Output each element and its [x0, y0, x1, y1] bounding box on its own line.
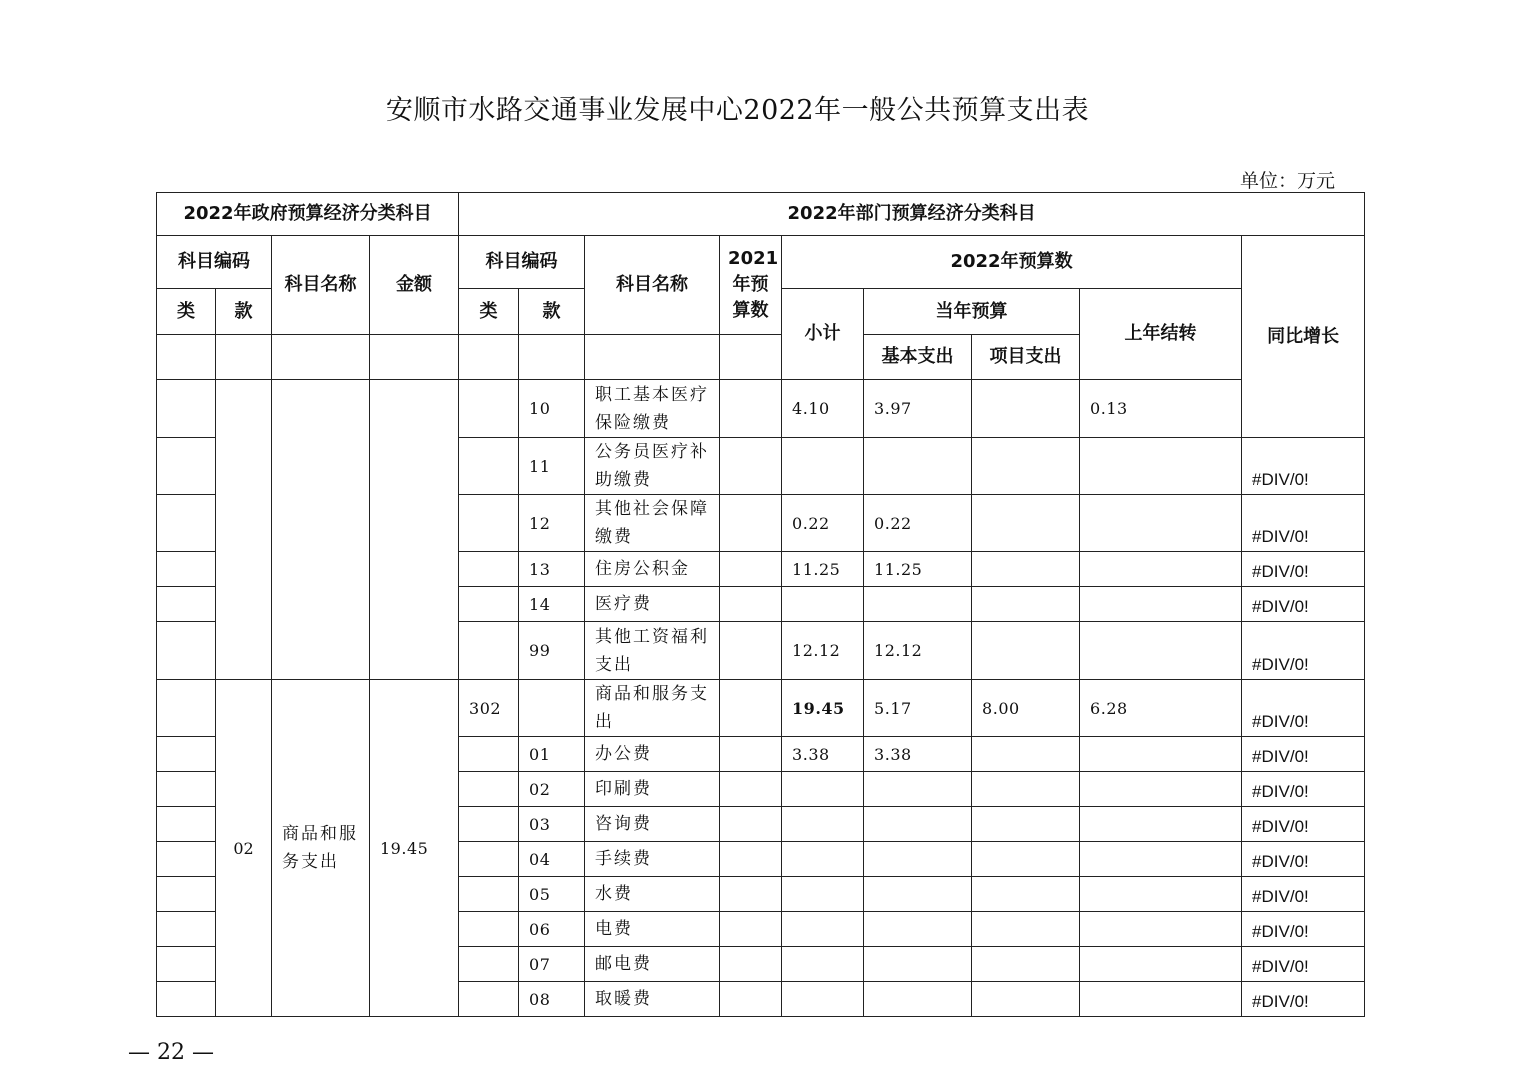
budget-2021-cell [720, 737, 782, 772]
basic-cell [864, 912, 972, 947]
dept-name-cell: 电费 [585, 912, 720, 947]
basic-cell [864, 877, 972, 912]
basic-cell [864, 842, 972, 877]
basic-cell: 3.97 [864, 380, 972, 438]
gov-lei-cell [157, 982, 216, 1017]
dept-kuan-header: 款 [519, 289, 585, 335]
carryover-cell [1080, 495, 1242, 552]
project-cell [972, 807, 1080, 842]
budget-2021-cell [720, 877, 782, 912]
budget-2021-header: 2021年预算数 [720, 236, 782, 335]
dept-lei-cell [459, 842, 519, 877]
gov-lei-cell [157, 807, 216, 842]
dept-kuan-cell: 06 [519, 912, 585, 947]
budget-2021-cell [720, 438, 782, 495]
gov-lei-cell [157, 438, 216, 495]
project-cell [972, 842, 1080, 877]
subtotal-cell [782, 807, 864, 842]
carryover-cell: 0.13 [1080, 380, 1242, 438]
dept-name-cell: 办公费 [585, 737, 720, 772]
basic-cell [864, 438, 972, 495]
project-cell: 8.00 [972, 680, 1080, 737]
yoy-cell: #DIV/0! [1242, 495, 1365, 552]
dept-lei-cell [459, 380, 519, 438]
dept-kuan-cell: 08 [519, 982, 585, 1017]
budget-2021-cell [720, 587, 782, 622]
gov-code-header: 科目编码 [157, 236, 272, 289]
yoy-cell: #DIV/0! [1242, 587, 1365, 622]
budget-2021-cell [720, 552, 782, 587]
gov-amount-cell: 19.45 [370, 680, 459, 1017]
dept-kuan-cell: 12 [519, 495, 585, 552]
dept-lei-cell [459, 982, 519, 1017]
carryover-cell [1080, 877, 1242, 912]
dept-name-cell: 其他工资福利支出 [585, 622, 720, 680]
basic-cell: 3.38 [864, 737, 972, 772]
carryover-header: 上年结转 [1080, 289, 1242, 380]
carryover-cell [1080, 552, 1242, 587]
empty-cell [216, 335, 272, 380]
budget-2021-cell [720, 495, 782, 552]
dept-group-header: 2022年部门预算经济分类科目 [459, 193, 1365, 236]
empty-cell [157, 335, 216, 380]
project-cell [972, 380, 1080, 438]
subtotal-cell [782, 947, 864, 982]
dept-lei-header: 类 [459, 289, 519, 335]
budget-2021-cell [720, 842, 782, 877]
carryover-cell [1080, 622, 1242, 680]
project-cell [972, 982, 1080, 1017]
gov-amount-cell [370, 380, 459, 680]
gov-lei-cell [157, 772, 216, 807]
gov-lei-cell [157, 912, 216, 947]
dept-lei-cell [459, 807, 519, 842]
carryover-cell: 6.28 [1080, 680, 1242, 737]
basic-cell: 5.17 [864, 680, 972, 737]
project-cell [972, 772, 1080, 807]
carryover-cell [1080, 772, 1242, 807]
subtotal-header: 小计 [782, 289, 864, 380]
dept-kuan-cell: 11 [519, 438, 585, 495]
basic-cell: 0.22 [864, 495, 972, 552]
basic-cell: 12.12 [864, 622, 972, 680]
yoy-cell: #DIV/0! [1242, 622, 1365, 680]
dept-lei-cell [459, 622, 519, 680]
budget-2021-cell [720, 680, 782, 737]
basic-cell [864, 947, 972, 982]
budget-2021-cell [720, 982, 782, 1017]
subtotal-cell [782, 912, 864, 947]
gov-lei-cell [157, 842, 216, 877]
basic-cell [864, 807, 972, 842]
basic-cell: 11.25 [864, 552, 972, 587]
carryover-cell [1080, 982, 1242, 1017]
project-cell [972, 737, 1080, 772]
empty-cell [585, 335, 720, 380]
budget-2021-cell [720, 380, 782, 438]
project-cell [972, 552, 1080, 587]
subtotal-cell: 0.22 [782, 495, 864, 552]
dept-kuan-cell: 07 [519, 947, 585, 982]
carryover-cell [1080, 842, 1242, 877]
page-title: 安顺市水路交通事业发展中心2022年一般公共预算支出表 [385, 95, 1090, 126]
empty-cell [519, 335, 585, 380]
dept-kuan-cell: 14 [519, 587, 585, 622]
carryover-cell [1080, 737, 1242, 772]
yoy-cell: #DIV/0! [1242, 438, 1365, 495]
dept-name-cell: 取暖费 [585, 982, 720, 1017]
yoy-header: 同比增长 [1242, 236, 1365, 438]
yoy-cell: #DIV/0! [1242, 807, 1365, 842]
budget-2021-cell [720, 622, 782, 680]
yoy-cell: #DIV/0! [1242, 737, 1365, 772]
dept-lei-cell: 302 [459, 680, 519, 737]
project-cell [972, 622, 1080, 680]
gov-lei-cell [157, 680, 216, 737]
dept-name-header: 科目名称 [585, 236, 720, 335]
dept-lei-cell [459, 552, 519, 587]
empty-cell [720, 335, 782, 380]
subtotal-cell [782, 842, 864, 877]
budget-2021-cell [720, 912, 782, 947]
dept-name-cell: 手续费 [585, 842, 720, 877]
current-year-header: 当年预算 [864, 289, 1080, 335]
basic-cell [864, 982, 972, 1017]
subtotal-cell: 12.12 [782, 622, 864, 680]
project-cell [972, 587, 1080, 622]
gov-name-header: 科目名称 [272, 236, 370, 335]
dept-name-cell: 其他社会保障缴费 [585, 495, 720, 552]
project-cell [972, 438, 1080, 495]
carryover-cell [1080, 587, 1242, 622]
dept-lei-cell [459, 877, 519, 912]
gov-lei-cell [157, 495, 216, 552]
yoy-cell: #DIV/0! [1242, 947, 1365, 982]
subtotal-cell: 19.45 [782, 680, 864, 737]
budget-2021-cell [720, 807, 782, 842]
dept-code-header: 科目编码 [459, 236, 585, 289]
project-cell [972, 877, 1080, 912]
dept-name-cell: 公务员医疗补助缴费 [585, 438, 720, 495]
yoy-cell: #DIV/0! [1242, 877, 1365, 912]
yoy-cell: #DIV/0! [1242, 552, 1365, 587]
table-row [157, 380, 1365, 438]
gov-kuan-header: 款 [216, 289, 272, 335]
budget-2021-cell [720, 772, 782, 807]
gov-name-text: 商品和服务支出 [282, 824, 358, 872]
gov-lei-cell [157, 877, 216, 912]
carryover-cell [1080, 947, 1242, 982]
yoy-cell: #DIV/0! [1242, 680, 1365, 737]
dept-kuan-cell: 05 [519, 877, 585, 912]
yoy-cell: #DIV/0! [1242, 842, 1365, 877]
subtotal-cell [782, 877, 864, 912]
dept-lei-cell [459, 438, 519, 495]
carryover-cell [1080, 912, 1242, 947]
dept-name-cell: 职工基本医疗保险缴费 [585, 380, 720, 438]
dept-name-cell: 邮电费 [585, 947, 720, 982]
basic-header: 基本支出 [864, 335, 972, 380]
basic-cell [864, 587, 972, 622]
dept-lei-cell [459, 772, 519, 807]
dept-lei-cell [459, 737, 519, 772]
unit-label: 单位：万元 [1240, 170, 1336, 192]
empty-cell [459, 335, 519, 380]
page-number: — 22 — [128, 1040, 214, 1065]
dept-kuan-cell: 04 [519, 842, 585, 877]
dept-lei-cell [459, 947, 519, 982]
subtotal-cell: 3.38 [782, 737, 864, 772]
dept-kuan-cell: 13 [519, 552, 585, 587]
gov-lei-cell [157, 380, 216, 438]
dept-name-cell: 咨询费 [585, 807, 720, 842]
dept-kuan-cell: 10 [519, 380, 585, 438]
subtotal-cell [782, 438, 864, 495]
gov-group-header: 2022年政府预算经济分类科目 [157, 193, 459, 236]
gov-lei-cell [157, 587, 216, 622]
project-header: 项目支出 [972, 335, 1080, 380]
yoy-cell: #DIV/0! [1242, 772, 1365, 807]
gov-lei-cell [157, 947, 216, 982]
dept-name-cell: 印刷费 [585, 772, 720, 807]
gov-name-cell [272, 680, 370, 1017]
gov-lei-cell [157, 552, 216, 587]
gov-lei-header: 类 [157, 289, 216, 335]
dept-kuan-cell: 01 [519, 737, 585, 772]
empty-cell [370, 335, 459, 380]
subtotal-cell [782, 772, 864, 807]
dept-name-cell: 医疗费 [585, 587, 720, 622]
subtotal-cell [782, 982, 864, 1017]
basic-cell [864, 772, 972, 807]
dept-kuan-cell: 99 [519, 622, 585, 680]
yoy-cell: #DIV/0! [1242, 982, 1365, 1017]
dept-kuan-cell [519, 680, 585, 737]
subtotal-cell [782, 587, 864, 622]
budget-2021-cell [720, 947, 782, 982]
gov-kuan-cell [216, 380, 272, 680]
gov-lei-cell [157, 737, 216, 772]
dept-kuan-cell: 02 [519, 772, 585, 807]
budget-2022-header: 2022年预算数 [782, 236, 1242, 289]
dept-lei-cell [459, 912, 519, 947]
subtotal-cell: 4.10 [782, 380, 864, 438]
project-cell [972, 912, 1080, 947]
dept-lei-cell [459, 495, 519, 552]
gov-lei-cell [157, 622, 216, 680]
empty-cell [272, 335, 370, 380]
gov-kuan-cell: 02 [216, 680, 272, 1017]
project-cell [972, 495, 1080, 552]
gov-amount-header: 金额 [370, 236, 459, 335]
carryover-cell [1080, 807, 1242, 842]
gov-name-cell [272, 380, 370, 680]
budget-table [156, 192, 1365, 1017]
subtotal-cell: 11.25 [782, 552, 864, 587]
table-row [157, 680, 1365, 737]
dept-lei-cell [459, 587, 519, 622]
dept-name-cell: 住房公积金 [585, 552, 720, 587]
project-cell [972, 947, 1080, 982]
dept-name-cell: 水费 [585, 877, 720, 912]
carryover-cell [1080, 438, 1242, 495]
yoy-cell: #DIV/0! [1242, 912, 1365, 947]
dept-kuan-cell: 03 [519, 807, 585, 842]
dept-name-cell: 商品和服务支出 [585, 680, 720, 737]
